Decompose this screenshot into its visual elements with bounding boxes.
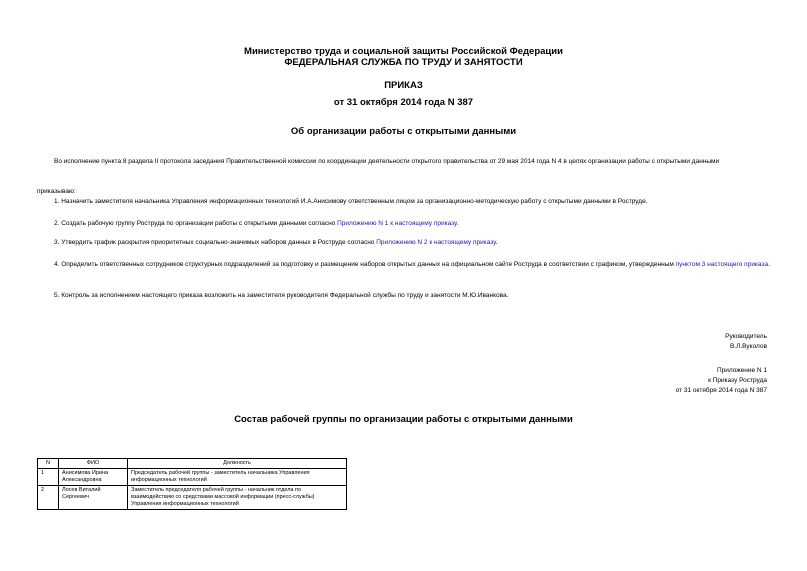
item-1: 1. Назначить заместителя начальника Управления информационных технологий И.А.Анисимову ответственным лицом за организационно-методическую работу с открытыми данными в Роструде. xyxy=(54,198,648,205)
cell-fio: Лосев Виталий Сергеевич xyxy=(59,486,128,510)
item-3 xyxy=(54,238,772,248)
cell-position: Председатель рабочей группы - заместитель начальника Управления информационных технологий xyxy=(128,469,347,486)
item-3-end: . xyxy=(495,239,498,246)
intro-paragraph: Во исполнение пункта 8 раздела II протокола заседания Правительственной комиссии по координации деятельности открытого правительства от 29 мая 2014 года N 4 в целях организации работы с открытыми данными xyxy=(54,158,720,165)
appendix-1-link[interactable]: Приложению N 1 к настоящему приказу xyxy=(337,220,457,227)
appendix-heading: Состав рабочей группы по организации работы с открытыми данными xyxy=(234,414,573,425)
item-4-text: 4. Определить ответственных сотрудников структурных подразделений за подготовку и размещение наборов открытых данных на официальном сайте Роструда в соответствии с графиком, утвержденным xyxy=(54,261,676,268)
cell-n: 2 xyxy=(38,486,59,510)
point-3-link[interactable]: пунктом 3 настоящего приказа xyxy=(675,261,769,268)
col-header-fio: ФИО xyxy=(59,459,128,469)
appendix-ref: к Приказу Роструда xyxy=(708,377,767,384)
item-5: 5. Контроль за исполнением настоящего приказа возложить на заместителя руководителя Федеральной службы по труду и занятости М.Ю.Иванкова. xyxy=(54,292,509,299)
cell-position: Заместитель председателя рабочей группы - начальник отдела по взаимодействию со средствами массовой информации (пресс-службы) Управления информационных технологий xyxy=(128,486,347,510)
item-2-text: 2. Создать рабочую группу Роструда по организации работы с открытыми данными согласно xyxy=(54,220,338,227)
table-row xyxy=(38,486,347,510)
working-group-table xyxy=(37,458,347,510)
appendix-date: от 31 октября 2014 года N 387 xyxy=(675,387,767,394)
item-2 xyxy=(54,219,772,229)
ministry-title: Министерство труда и социальной защиты Российской Федерации xyxy=(244,46,563,57)
cell-fio: Анисимова Ирина Александровна xyxy=(59,469,128,486)
order-word: приказываю: xyxy=(37,188,76,195)
table-header-row xyxy=(38,459,347,469)
signature-position: Руководитель xyxy=(725,333,767,340)
doc-type: ПРИКАЗ xyxy=(384,80,423,91)
doc-subject: Об организации работы с открытыми данными xyxy=(290,126,517,137)
service-title: ФЕДЕРАЛЬНАЯ СЛУЖБА ПО ТРУДУ И ЗАНЯТОСТИ xyxy=(284,57,523,68)
col-header-n: N xyxy=(38,459,59,469)
doc-date-number: от 31 октября 2014 года N 387 xyxy=(333,97,474,108)
item-4-end: . xyxy=(768,261,770,268)
col-header-position: Должность xyxy=(128,459,347,469)
cell-n: 1 xyxy=(38,469,59,486)
item-2-end: . xyxy=(456,220,459,227)
appendix-2-link[interactable]: Приложению N 2 к настоящему приказу xyxy=(376,239,496,246)
appendix-title: Приложение N 1 xyxy=(716,367,767,374)
item-4 xyxy=(37,260,772,270)
item-3-text: 3. Утвердить график раскрытия приоритетных социально-значимых наборов данных в Роструде согласно xyxy=(54,239,377,246)
signature-name: В.Л.Вуколов xyxy=(729,343,767,350)
table-row xyxy=(38,469,347,486)
